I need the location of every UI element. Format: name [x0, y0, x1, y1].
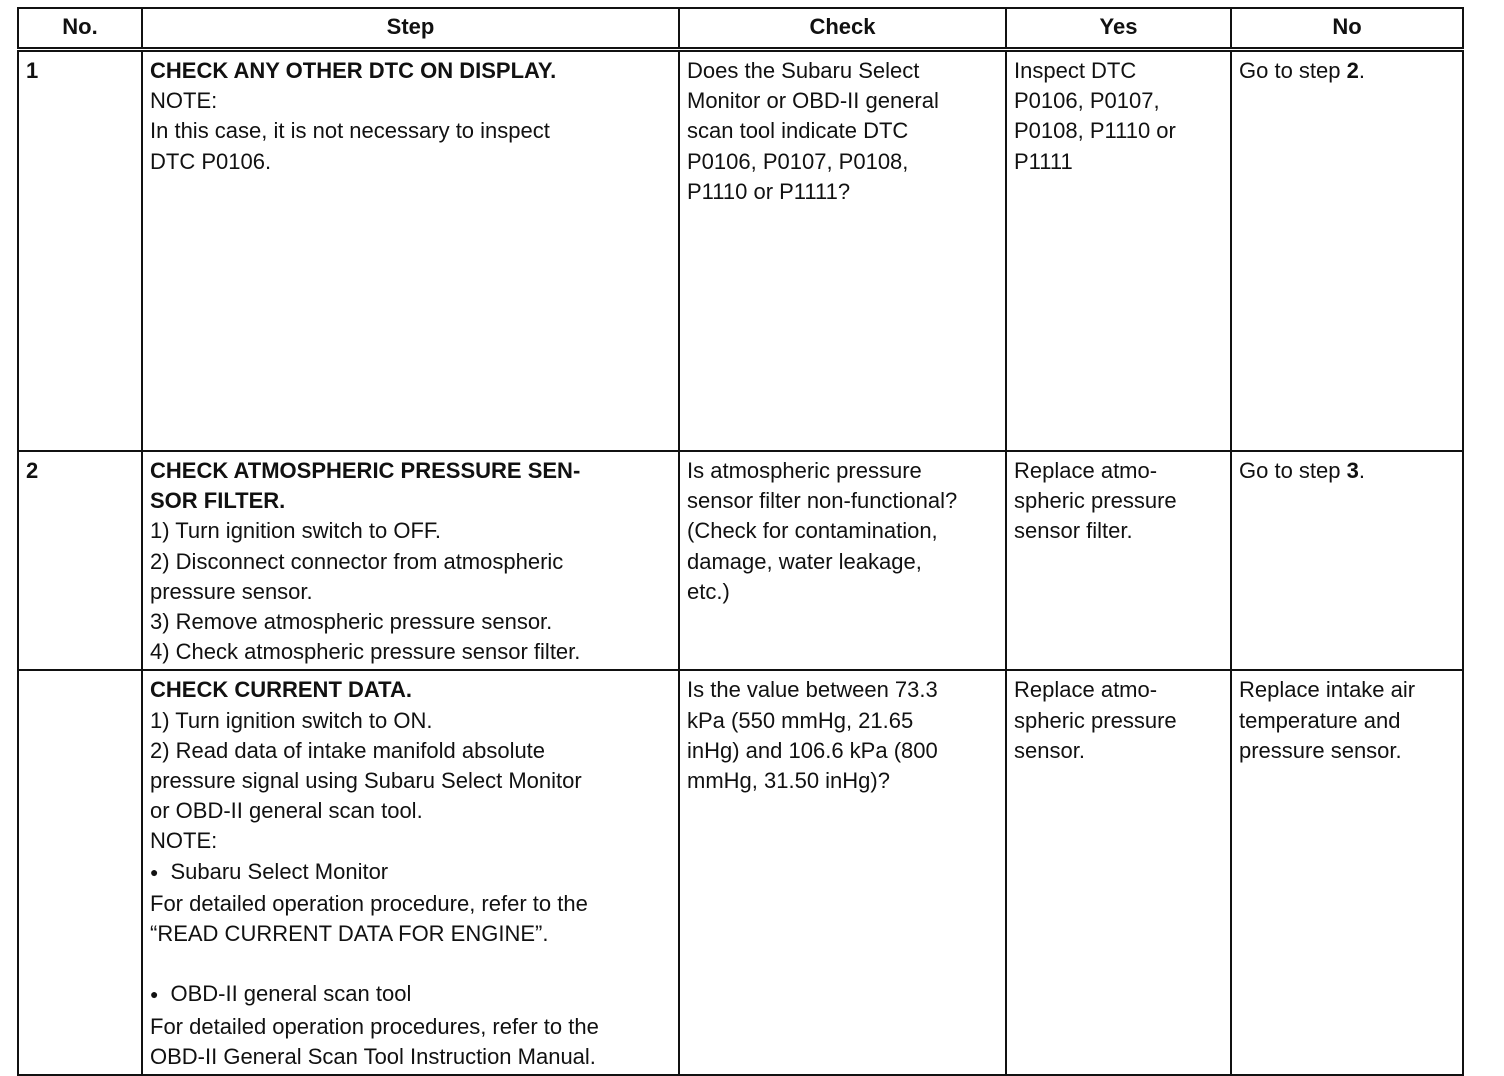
- check-cell: [679, 451, 1006, 670]
- check-line: Does the Subaru Select: [687, 58, 920, 83]
- check-cell: [679, 670, 1006, 1075]
- row-number: [18, 670, 142, 1075]
- check-line: etc.): [687, 578, 730, 604]
- bullet-dot-icon: [150, 981, 170, 1006]
- check-line: scan tool indicate DTC: [687, 118, 909, 144]
- check-line: Is the value between 73.3: [687, 677, 938, 703]
- no-cell: [1231, 50, 1463, 452]
- row-number: 2: [18, 451, 142, 670]
- bullet-item: [150, 979, 671, 1011]
- header-no-result: No: [1231, 8, 1463, 50]
- step-line: pressure signal using Subaru Select Monitor: [150, 768, 582, 794]
- goto-suffix: .: [1358, 458, 1365, 483]
- check-line: inHg) and 106.6 kPa (800: [687, 737, 938, 763]
- yes-line: P1111: [1014, 148, 1073, 174]
- step-title: SOR FILTER.: [150, 488, 286, 514]
- step-line: For detailed operation procedure, refer to the: [150, 890, 588, 916]
- check-line: damage, water leakage,: [687, 548, 922, 574]
- check-line: Is atmospheric pressure: [687, 458, 922, 483]
- step-title: CHECK CURRENT DATA.: [150, 677, 412, 703]
- check-line: sensor filter non-functional?: [687, 488, 958, 514]
- goto-prefix: Go to step: [1239, 458, 1347, 483]
- bullet-item: [150, 857, 671, 889]
- header-no: No.: [18, 8, 142, 50]
- step-line: 1) Turn ignition switch to ON.: [150, 707, 433, 733]
- no-line: Replace intake air: [1239, 677, 1416, 703]
- yes-line: Replace atmo-: [1014, 458, 1158, 483]
- step-line: DTC P0106.: [150, 148, 272, 174]
- yes-cell: [1006, 50, 1231, 452]
- check-line: Monitor or OBD-II general: [687, 88, 939, 114]
- check-line: mmHg, 31.50 inHg)?: [687, 768, 890, 794]
- check-cell: [679, 50, 1006, 452]
- step-cell: [142, 50, 679, 452]
- step-line: NOTE:: [150, 88, 218, 114]
- step-cell: [142, 451, 679, 670]
- yes-cell: [1006, 670, 1231, 1075]
- no-line: temperature and: [1239, 707, 1401, 733]
- step-title: CHECK ATMOSPHERIC PRESSURE SEN-: [150, 458, 581, 483]
- yes-line: P0106, P0107,: [1014, 88, 1160, 114]
- table-row: [18, 50, 1463, 452]
- table-row: [18, 670, 1463, 1075]
- step-line: “READ CURRENT DATA FOR ENGINE”.: [150, 921, 549, 947]
- yes-line: P0108, P1110 or: [1014, 118, 1176, 144]
- no-cell: [1231, 670, 1463, 1075]
- step-line: or OBD-II general scan tool.: [150, 798, 423, 824]
- step-line: In this case, it is not necessary to inspect: [150, 118, 550, 144]
- no-cell: [1231, 451, 1463, 670]
- step-line: OBD-II General Scan Tool Instruction Manual.: [150, 1043, 596, 1069]
- step-title: CHECK ANY OTHER DTC ON DISPLAY.: [150, 58, 557, 83]
- bullet-text: Subaru Select Monitor: [170, 858, 389, 884]
- check-line: (Check for contamination,: [687, 518, 938, 544]
- step-line: 4) Check atmospheric pressure sensor filter.: [150, 639, 581, 665]
- yes-cell: [1006, 451, 1231, 670]
- header-yes: Yes: [1006, 8, 1231, 50]
- bullet-text: OBD-II general scan tool: [170, 981, 412, 1007]
- check-line: P1110 or P1111?: [687, 178, 851, 204]
- header-row: [18, 8, 1463, 50]
- goto-prefix: Go to step: [1239, 58, 1347, 83]
- step-line: 3) Remove atmospheric pressure sensor.: [150, 609, 553, 635]
- step-line: 2) Disconnect connector from atmospheric: [150, 548, 564, 574]
- header-check: Check: [679, 8, 1006, 50]
- step-line: For detailed operation procedures, refer to the: [150, 1013, 599, 1039]
- step-line: 1) Turn ignition switch to OFF.: [150, 518, 441, 544]
- goto-suffix: .: [1358, 58, 1365, 83]
- yes-line: spheric pressure: [1014, 707, 1177, 733]
- yes-line: sensor.: [1014, 737, 1085, 763]
- yes-line: Replace atmo-: [1014, 677, 1158, 703]
- row-number: 1: [18, 50, 142, 452]
- blank-line: [150, 949, 671, 979]
- goto-step-number: 2: [1346, 58, 1359, 83]
- goto-step-number: 3: [1346, 458, 1359, 483]
- step-line: pressure sensor.: [150, 578, 313, 604]
- diagnostic-table: [17, 7, 1464, 1076]
- no-line: pressure sensor.: [1239, 737, 1402, 763]
- header-step: Step: [142, 8, 679, 50]
- bullet-dot-icon: [150, 859, 170, 884]
- step-cell: [142, 670, 679, 1075]
- table-row: [18, 451, 1463, 670]
- yes-line: sensor filter.: [1014, 518, 1133, 544]
- step-line: 2) Read data of intake manifold absolute: [150, 737, 546, 763]
- yes-line: spheric pressure: [1014, 488, 1177, 514]
- yes-line: Inspect DTC: [1014, 58, 1137, 83]
- check-line: P0106, P0107, P0108,: [687, 148, 909, 174]
- step-line: NOTE:: [150, 828, 218, 854]
- check-line: kPa (550 mmHg, 21.65: [687, 707, 914, 733]
